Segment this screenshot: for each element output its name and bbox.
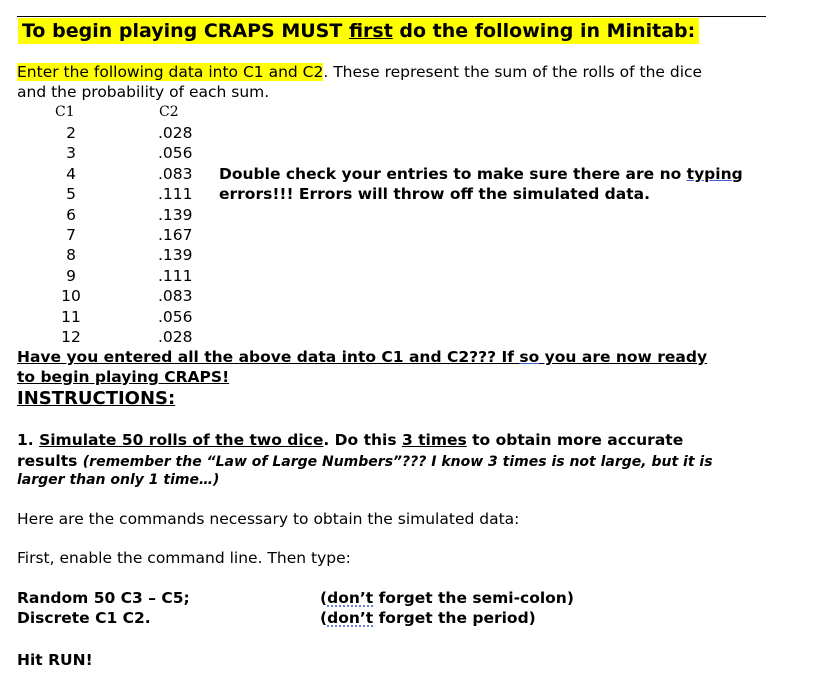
step1-results: results (17, 452, 83, 470)
c1-cell: 2 (66, 124, 76, 142)
note-period (320, 608, 536, 628)
c2-cell: .111 (158, 266, 193, 285)
intro-highlight: Enter the following data into C1 and C2 (17, 63, 324, 81)
note-semicolon (320, 588, 574, 608)
command-discrete: Discrete C1 C2. (17, 609, 151, 627)
c1-cell: 3 (66, 144, 76, 163)
note-rest: forget the semi-colon) (373, 589, 574, 607)
step1-number: 1. (17, 431, 40, 449)
c2-cell: .139 (158, 246, 193, 265)
ready-text-a: Have you entered all the above data into C1 and C2??? If (17, 348, 520, 366)
c1-cell: 6 (66, 205, 76, 224)
title-text-post: do the following in Minitab: (392, 20, 696, 42)
c2-cell: .028 (158, 328, 193, 346)
title-emph-first: first (348, 20, 393, 42)
c2-cell: .056 (158, 307, 193, 326)
note-word-dont: don’t (327, 589, 374, 607)
c1-cell: 5 (66, 185, 76, 204)
c1-cell: 9 (66, 266, 76, 285)
c2-cell: .028 (158, 124, 193, 142)
c2-cell: .111 (158, 185, 193, 204)
intro-rest: . These represent the sum of the rolls of the dice (323, 63, 703, 81)
ready-word-so: so (519, 348, 540, 366)
ready-line-1 (17, 347, 707, 367)
page-title (18, 18, 699, 44)
top-rule (17, 16, 766, 17)
title-text-pre: To begin playing CRAPS MUST (22, 20, 349, 42)
instructions-heading: INSTRUCTIONS: (17, 388, 176, 409)
note-word-dont: don’t (327, 609, 374, 627)
intro-line-2: and the probability of each sum. (17, 83, 270, 101)
col1-header: C1 (55, 104, 75, 120)
c2-cell: .083 (158, 287, 193, 306)
c1-cell: 7 (66, 226, 76, 244)
c1-cell: 4 (66, 164, 76, 183)
enable-command-line: First, enable the command line. Then type: (17, 549, 351, 567)
col2-header: C2 (159, 104, 179, 120)
step1-times: 3 times (401, 431, 467, 449)
command-random: Random 50 C3 – C5; (17, 589, 190, 607)
c2-cell: .056 (158, 144, 193, 163)
c2-cell: .083 (158, 164, 193, 183)
ready-text-b: you are now ready (539, 348, 708, 366)
step1-end: to obtain more accurate (466, 431, 684, 449)
c1-cell: 12 (61, 328, 81, 346)
step1-line-1 (17, 430, 683, 450)
note-open: ( (320, 609, 328, 627)
warning-word-typing: typing (686, 165, 743, 183)
warning-line-2: errors!!! Errors will throw off the simulated data. (219, 185, 650, 203)
c2-cell: .167 (158, 226, 193, 244)
step1-line-2 (17, 451, 713, 472)
note-open: ( (320, 589, 328, 607)
hit-run: Hit RUN! (17, 651, 93, 669)
c1-cell: 8 (66, 246, 76, 265)
c2-cell: .139 (158, 205, 193, 224)
c1-cell: 11 (61, 307, 81, 326)
c1-cell: 10 (61, 287, 81, 306)
warning-line-1 (219, 164, 743, 184)
note-rest: forget the period) (373, 609, 536, 627)
step1-mid: . Do this (323, 431, 402, 449)
intro-line-1 (17, 62, 702, 82)
step1-simulate: Simulate 50 rolls of the two dice (39, 431, 324, 449)
step1-note-line-3: larger than only 1 time…) (17, 472, 220, 488)
commands-intro: Here are the commands necessary to obtain the simulated data: (17, 510, 520, 528)
ready-line-2: to begin playing CRAPS! (17, 368, 230, 386)
warning-text: Double check your entries to make sure there are no (219, 165, 687, 183)
step1-note: (remember the “Law of Large Numbers”??? I know 3 times is not large, but it is (82, 454, 713, 470)
